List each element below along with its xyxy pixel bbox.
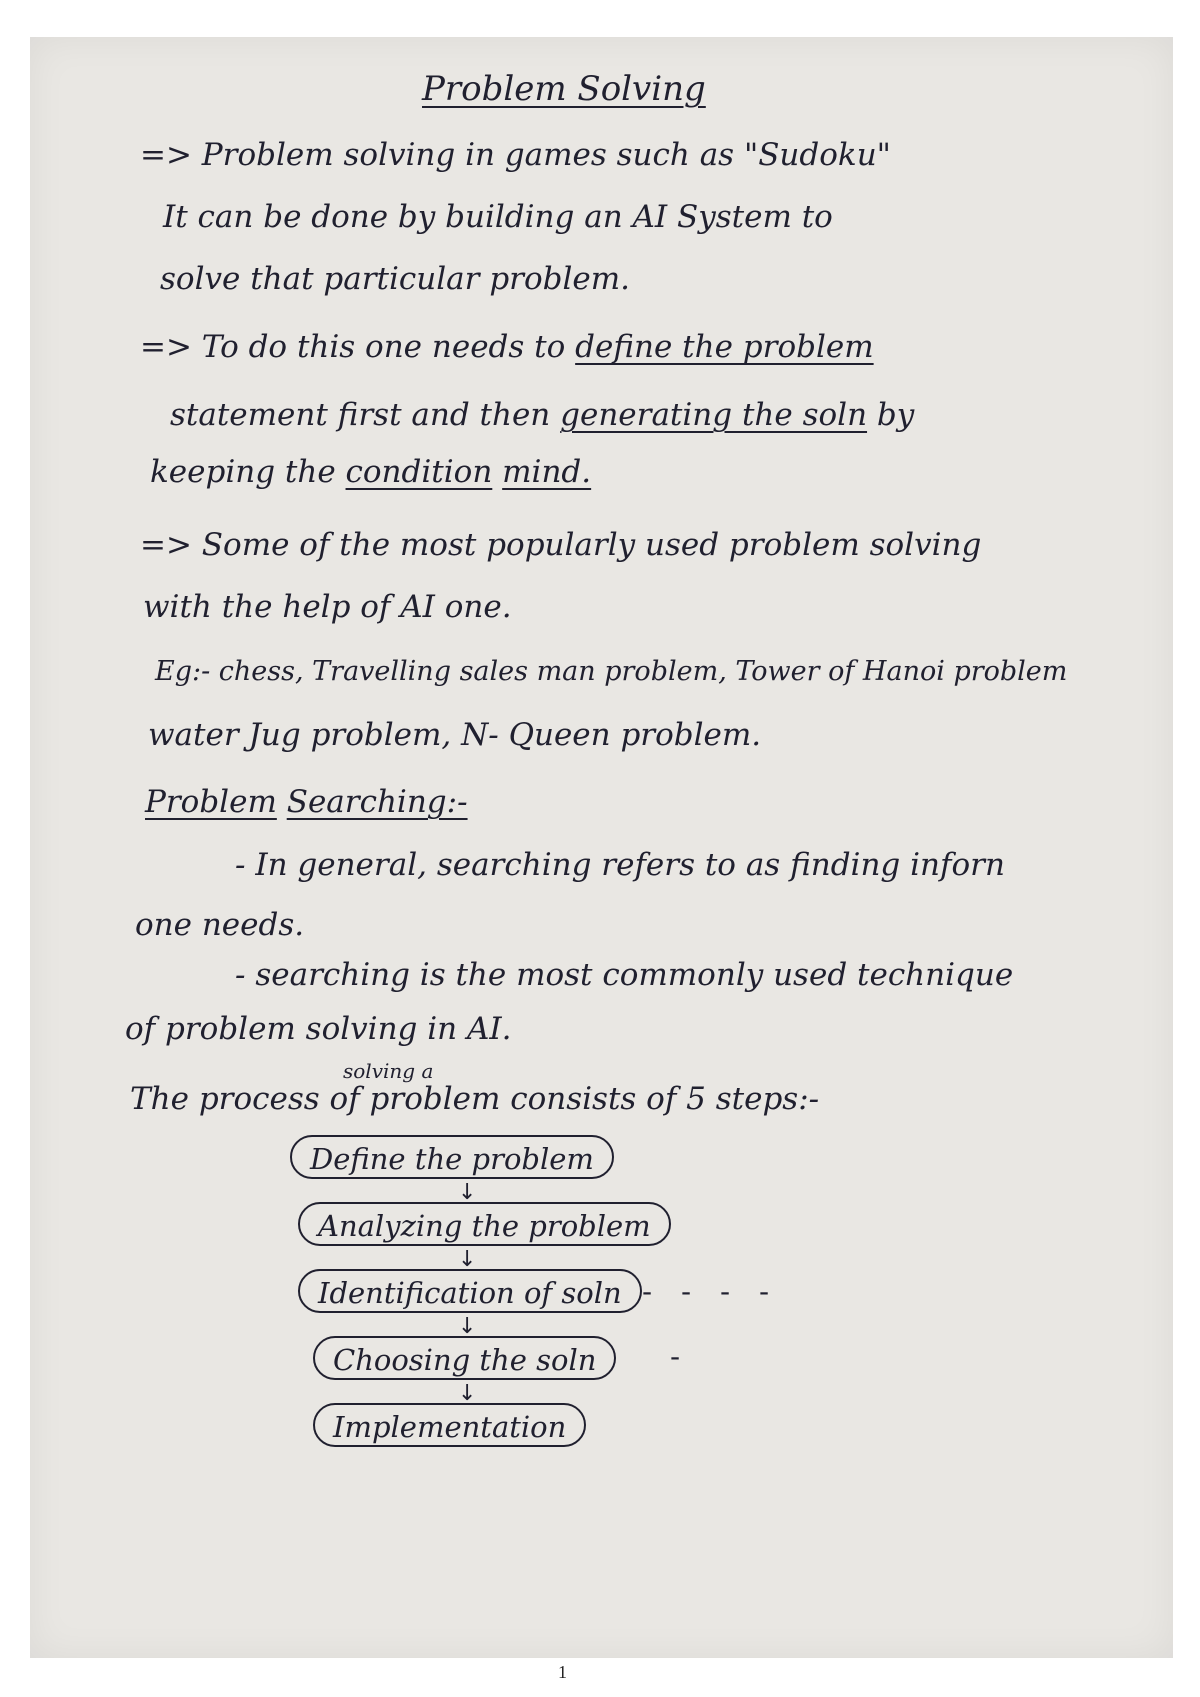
flow-step-choose: Choosing the soln xyxy=(313,1336,616,1380)
flow-step-implement: Implementation xyxy=(313,1403,586,1447)
dash-mark: - - - - xyxy=(642,1275,780,1308)
note-line-15: of problem solving in AI. xyxy=(125,1011,512,1047)
underlined-mind: mind. xyxy=(502,454,592,490)
note-line-8: with the help of AI one. xyxy=(143,589,512,625)
underlined-condition: condition xyxy=(345,454,493,490)
page-title: Problem Solving xyxy=(422,69,706,109)
note-line-4 xyxy=(140,327,874,367)
note-line-11 xyxy=(145,782,468,822)
flow-step-define: Define the problem xyxy=(290,1135,614,1179)
note-line-5-text: statement first and then xyxy=(170,397,551,433)
note-line-1: => Problem solving in games such as "Sudoku" xyxy=(140,137,891,173)
notebook-page xyxy=(30,37,1173,1658)
note-line-5-end: by xyxy=(876,397,915,433)
underlined-define-problem: define the problem xyxy=(575,329,874,365)
note-line-5 xyxy=(170,395,914,435)
note-line-6 xyxy=(150,452,591,492)
underlined-generating-solution: generating the soln xyxy=(560,397,868,433)
note-line-7: => Some of the most popularly used problem solving xyxy=(140,527,982,563)
note-line-12: - In general, searching refers to as finding inforn xyxy=(235,847,1005,883)
note-line-13: one needs. xyxy=(135,907,305,943)
page-number: 1 xyxy=(558,1662,567,1682)
arrow-down-icon: ↓ xyxy=(458,1247,477,1272)
note-line-6-text: keeping the xyxy=(150,454,336,490)
flow-step-analyze: Analyzing the problem xyxy=(298,1202,671,1246)
arrow-down-icon: ↓ xyxy=(458,1314,477,1339)
note-line-9: Eg:- chess, Travelling sales man problem, Tower of Hanoi problem xyxy=(155,656,1068,687)
note-line-2: It can be done by building an AI System to xyxy=(163,199,833,235)
inserted-solving-a: solving a xyxy=(343,1059,434,1083)
arrow-down-icon: ↓ xyxy=(458,1381,477,1406)
note-line-10: water Jug problem, N- Queen problem. xyxy=(148,717,762,753)
heading-searching: Searching:- xyxy=(286,784,468,820)
note-line-4-text: => To do this one needs to xyxy=(140,329,566,365)
note-line-3: solve that particular problem. xyxy=(160,261,631,297)
flow-step-identify: Identification of soln xyxy=(298,1269,642,1313)
note-line-14: - searching is the most commonly used technique xyxy=(235,957,1014,993)
heading-problem: Problem xyxy=(145,784,277,820)
dash-mark: - xyxy=(670,1340,691,1373)
note-line-16: The process of problem consists of 5 steps:- xyxy=(130,1081,820,1117)
arrow-down-icon: ↓ xyxy=(458,1180,477,1205)
